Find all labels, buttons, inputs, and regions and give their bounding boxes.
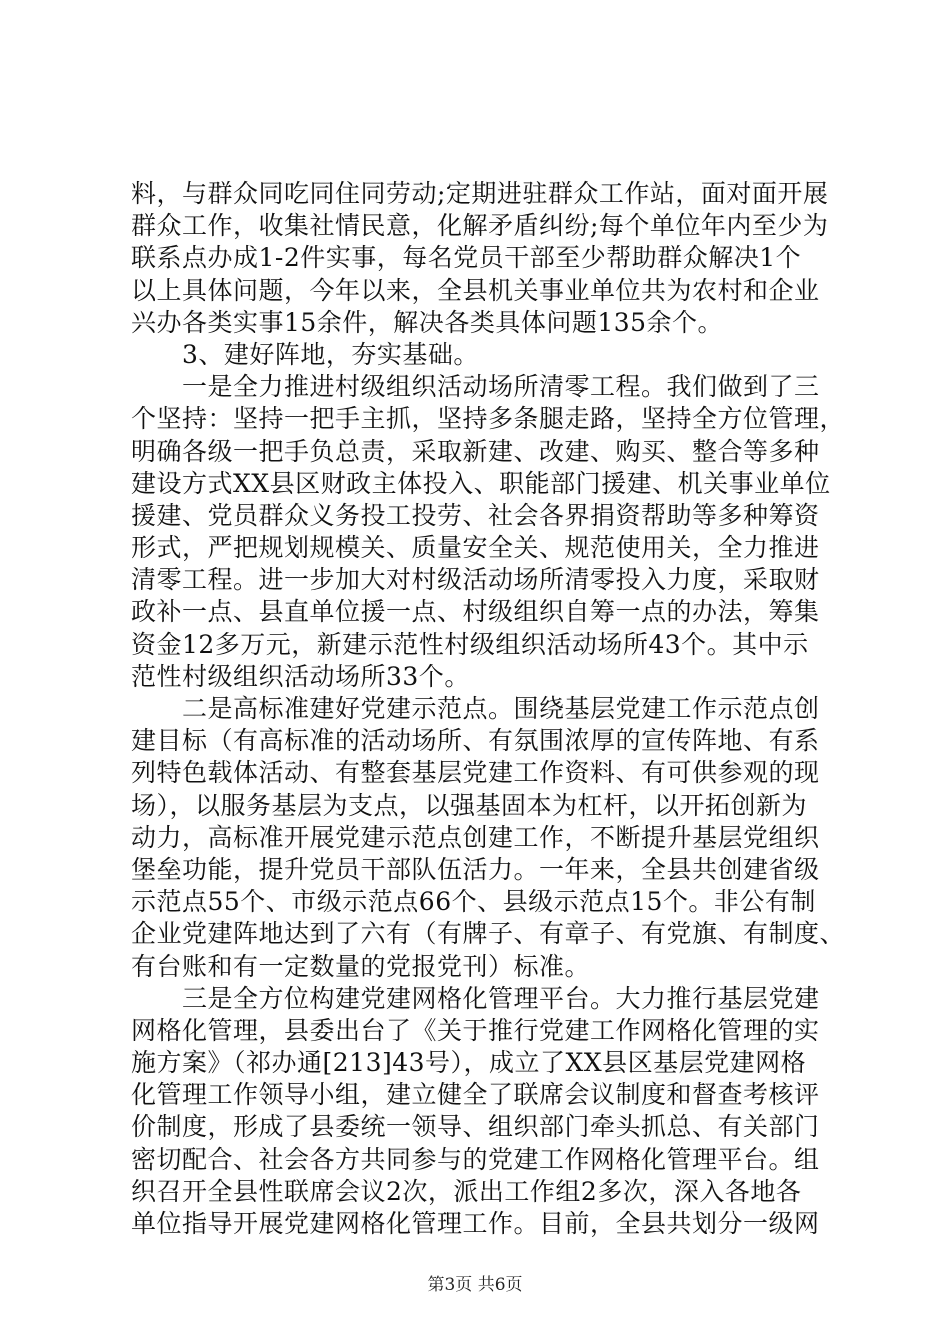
text-line: 三是全方位构建党建网格化管理平台。大力推行基层党建: [131, 983, 820, 1013]
text-line: 料，与群众同吃同住同劳动;定期进驻群众工作站，面对面开展: [131, 179, 829, 208]
text-line: 援建、党员群众义务投工投劳、社会各界捐资帮助等多种筹资: [131, 500, 820, 530]
text-line: 明确各级一把手负总责，采取新建、改建、购买、整合等多种: [131, 436, 820, 466]
text-line: 形式，严把规划规模关、质量安全关、规范使用关，全力推进: [131, 533, 820, 563]
text-line: 单位指导开展党建网格化管理工作。目前，全县共划分一级网: [131, 1209, 820, 1238]
text-line: 建目标（有高标准的活动场所、有氛围浓厚的宣传阵地、有系: [131, 726, 820, 756]
text-line: 一是全力推进村级组织活动场所清零工程。我们做到了三: [131, 372, 820, 402]
text-line: 清零工程。进一步加大对村级活动场所清零投入力度，采取财: [131, 565, 820, 595]
text-line: 化管理工作领导小组，建立健全了联席会议制度和督查考核评: [131, 1080, 820, 1110]
text-line: 个坚持：坚持一把手主抓，坚持多条腿走路，坚持全方位管理，: [131, 404, 846, 434]
text-line: 网格化管理，县委出台了《关于推行党建工作网格化管理的实: [131, 1015, 820, 1045]
text-line: 二是高标准建好党建示范点。围绕基层党建工作示范点创: [131, 694, 820, 723]
text-line: 施方案》（祁办通[213]43号），成立了XX县区基层党建网格: [131, 1048, 807, 1078]
text-line: 织召开全县性联席会议2次，派出工作组2多次，深入各地各: [131, 1176, 802, 1206]
text-line: 企业党建阵地达到了六有（有牌子、有章子、有党旗、有制度、: [131, 919, 846, 949]
text-line: 建设方式XX县区财政主体投入、职能部门援建、机关事业单位: [131, 468, 831, 498]
text-line: 联系点办成1-2件实事，每名党员干部至少帮助群众解决1个: [131, 243, 802, 273]
text-line: 动力，高标准开展党建示范点创建工作，不断提升基层党组织: [131, 822, 820, 852]
text-line: 以上具体问题，今年以来，全县机关事业单位共为农村和企业: [131, 275, 820, 305]
body-text: [131, 178, 846, 1240]
text-line: 列特色载体活动、有整套基层党建工作资料、有可供参观的现: [131, 758, 820, 788]
text-line: 价制度，形成了县委统一领导、组织部门牵头抓总、有关部门: [131, 1112, 820, 1142]
text-line: 群众工作，收集社情民意，化解矛盾纠纷;每个单位年内至少为: [131, 211, 829, 241]
text-line: 密切配合、社会各方共同参与的党建工作网格化管理平台。组: [131, 1144, 820, 1174]
text-line: 兴办各类实事15余件，解决各类具体问题135余个。: [131, 307, 724, 337]
page-footer: 第3页 共6页: [427, 1275, 523, 1295]
text-line: 场），以服务基层为支点，以强基固本为杠杆，以开拓创新为: [131, 790, 808, 820]
text-line: 堡垒功能，提升党员干部队伍活力。一年来，全县共创建省级: [131, 854, 820, 884]
text-line: 政补一点、县直单位援一点、村级组织自筹一点的办法，筹集: [131, 597, 820, 627]
text-line: 资金12多万元，新建示范性村级组织活动场所43个。其中示: [131, 629, 809, 659]
section-heading: 3、建好阵地，夯实基础。: [131, 339, 479, 369]
text-line: 示范点55个、市级示范点66个、县级示范点15个。非公有制: [131, 887, 816, 917]
text-line: 范性村级组织活动场所33个。: [131, 661, 470, 691]
text-line: 有台账和有一定数量的党报党刊）标准。: [131, 951, 591, 981]
